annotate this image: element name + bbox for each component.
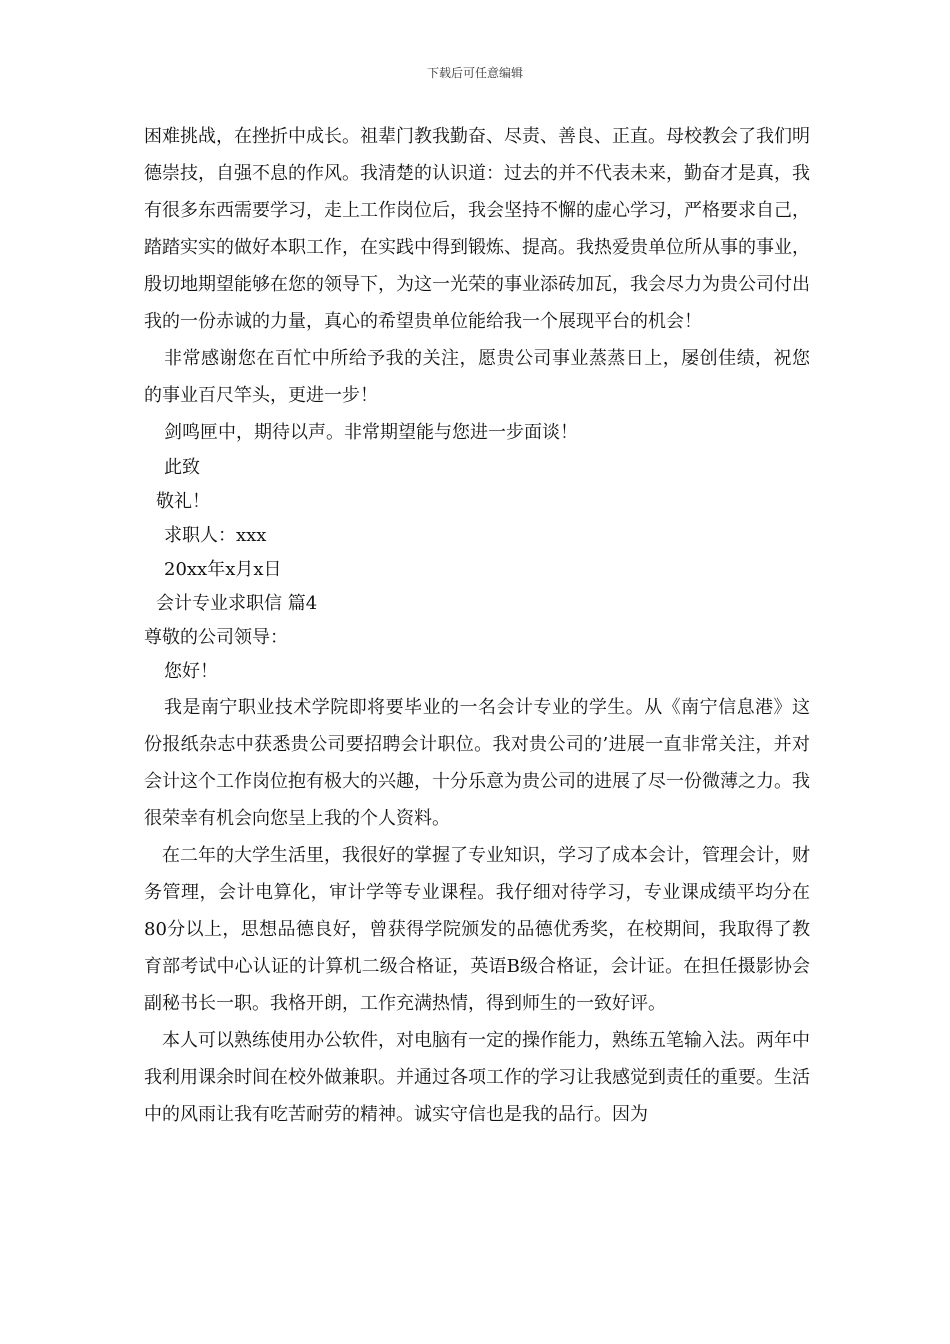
paragraph: 困难挑战，在挫折中成长。祖辈门教我勤奋、尽责、善良、正直。母校教会了我们明德崇技，自强不息的作风。我清楚的认识道：过去的并不代表未来，勤奋才是真，我有很多东西需要学习，走上工作岗位后，我会坚持不懈的虚心学习，严格要求自己，踏踏实实的做好本职工作，在实践中得到锻炼、提高。我热爱贵单位所从事的事业，殷切地期望能够在您的领导下，为这一光荣的事业添砖加瓦，我会尽力为贵公司付出我的一份赤诚的力量，真心的希望贵单位能给我一个展现平台的机会！ xyxy=(144,126,810,332)
paragraph: 剑鸣匣中，期待以声。非常期望能与您进一步面谈！ xyxy=(164,422,578,443)
closing-regards: 敬礼！ xyxy=(156,491,210,512)
paragraph: 在二年的大学生活里，我很好的掌握了专业知识，学习了成本会计，管理会计，财务管理，会计电算化，审计学等专业课程。我仔细对待学习，专业课成绩平均分在80分以上，思想品德良好，曾获得学院颁发的品德优秀奖，在校期间，我取得了教育部考试中心认证的计算机二级合格证，英语B级合格证，会计证。在担任摄影协会副秘书长一职。我格开朗，工作充满热情，得到师生的一致好评。 xyxy=(144,845,810,1014)
letter-hello: 您好！ xyxy=(164,661,218,682)
signature-date: 20xx年x月x日 xyxy=(164,559,282,580)
signature-name: 求职人：xxx xyxy=(164,525,267,546)
closing-salutation: 此致 xyxy=(164,457,200,478)
letter-greeting: 尊敬的公司领导： xyxy=(144,627,288,648)
page-header: 下载后可任意编辑 xyxy=(426,66,523,80)
paragraph: 本人可以熟练使用办公软件，对电脑有一定的操作能力，熟练五笔输入法。两年中我利用课余时间在校外做兼职。并通过各项工作的学习让我感觉到责任的重要。生活中的风雨让我有吃苦耐劳的精神。诚实守信也是我的品行。因为 xyxy=(144,1030,810,1125)
paragraph: 非常感谢您在百忙中所给予我的关注，愿贵公司事业蒸蒸日上，屡创佳绩，祝您的事业百尺竿头，更进一步！ xyxy=(144,348,810,406)
document-body xyxy=(144,118,810,1133)
section-title: 会计专业求职信 篇4 xyxy=(156,593,318,614)
paragraph: 我是南宁职业技术学院即将要毕业的一名会计专业的学生。从《南宁信息港》这份报纸杂志中获悉贵公司要招聘会计职位。我对贵公司的’进展一直非常关注，并对会计这个工作岗位抱有极大的兴趣，十分乐意为贵公司的进展了尽一份微薄之力。我很荣幸有机会向您呈上我的个人资料。 xyxy=(144,697,810,829)
